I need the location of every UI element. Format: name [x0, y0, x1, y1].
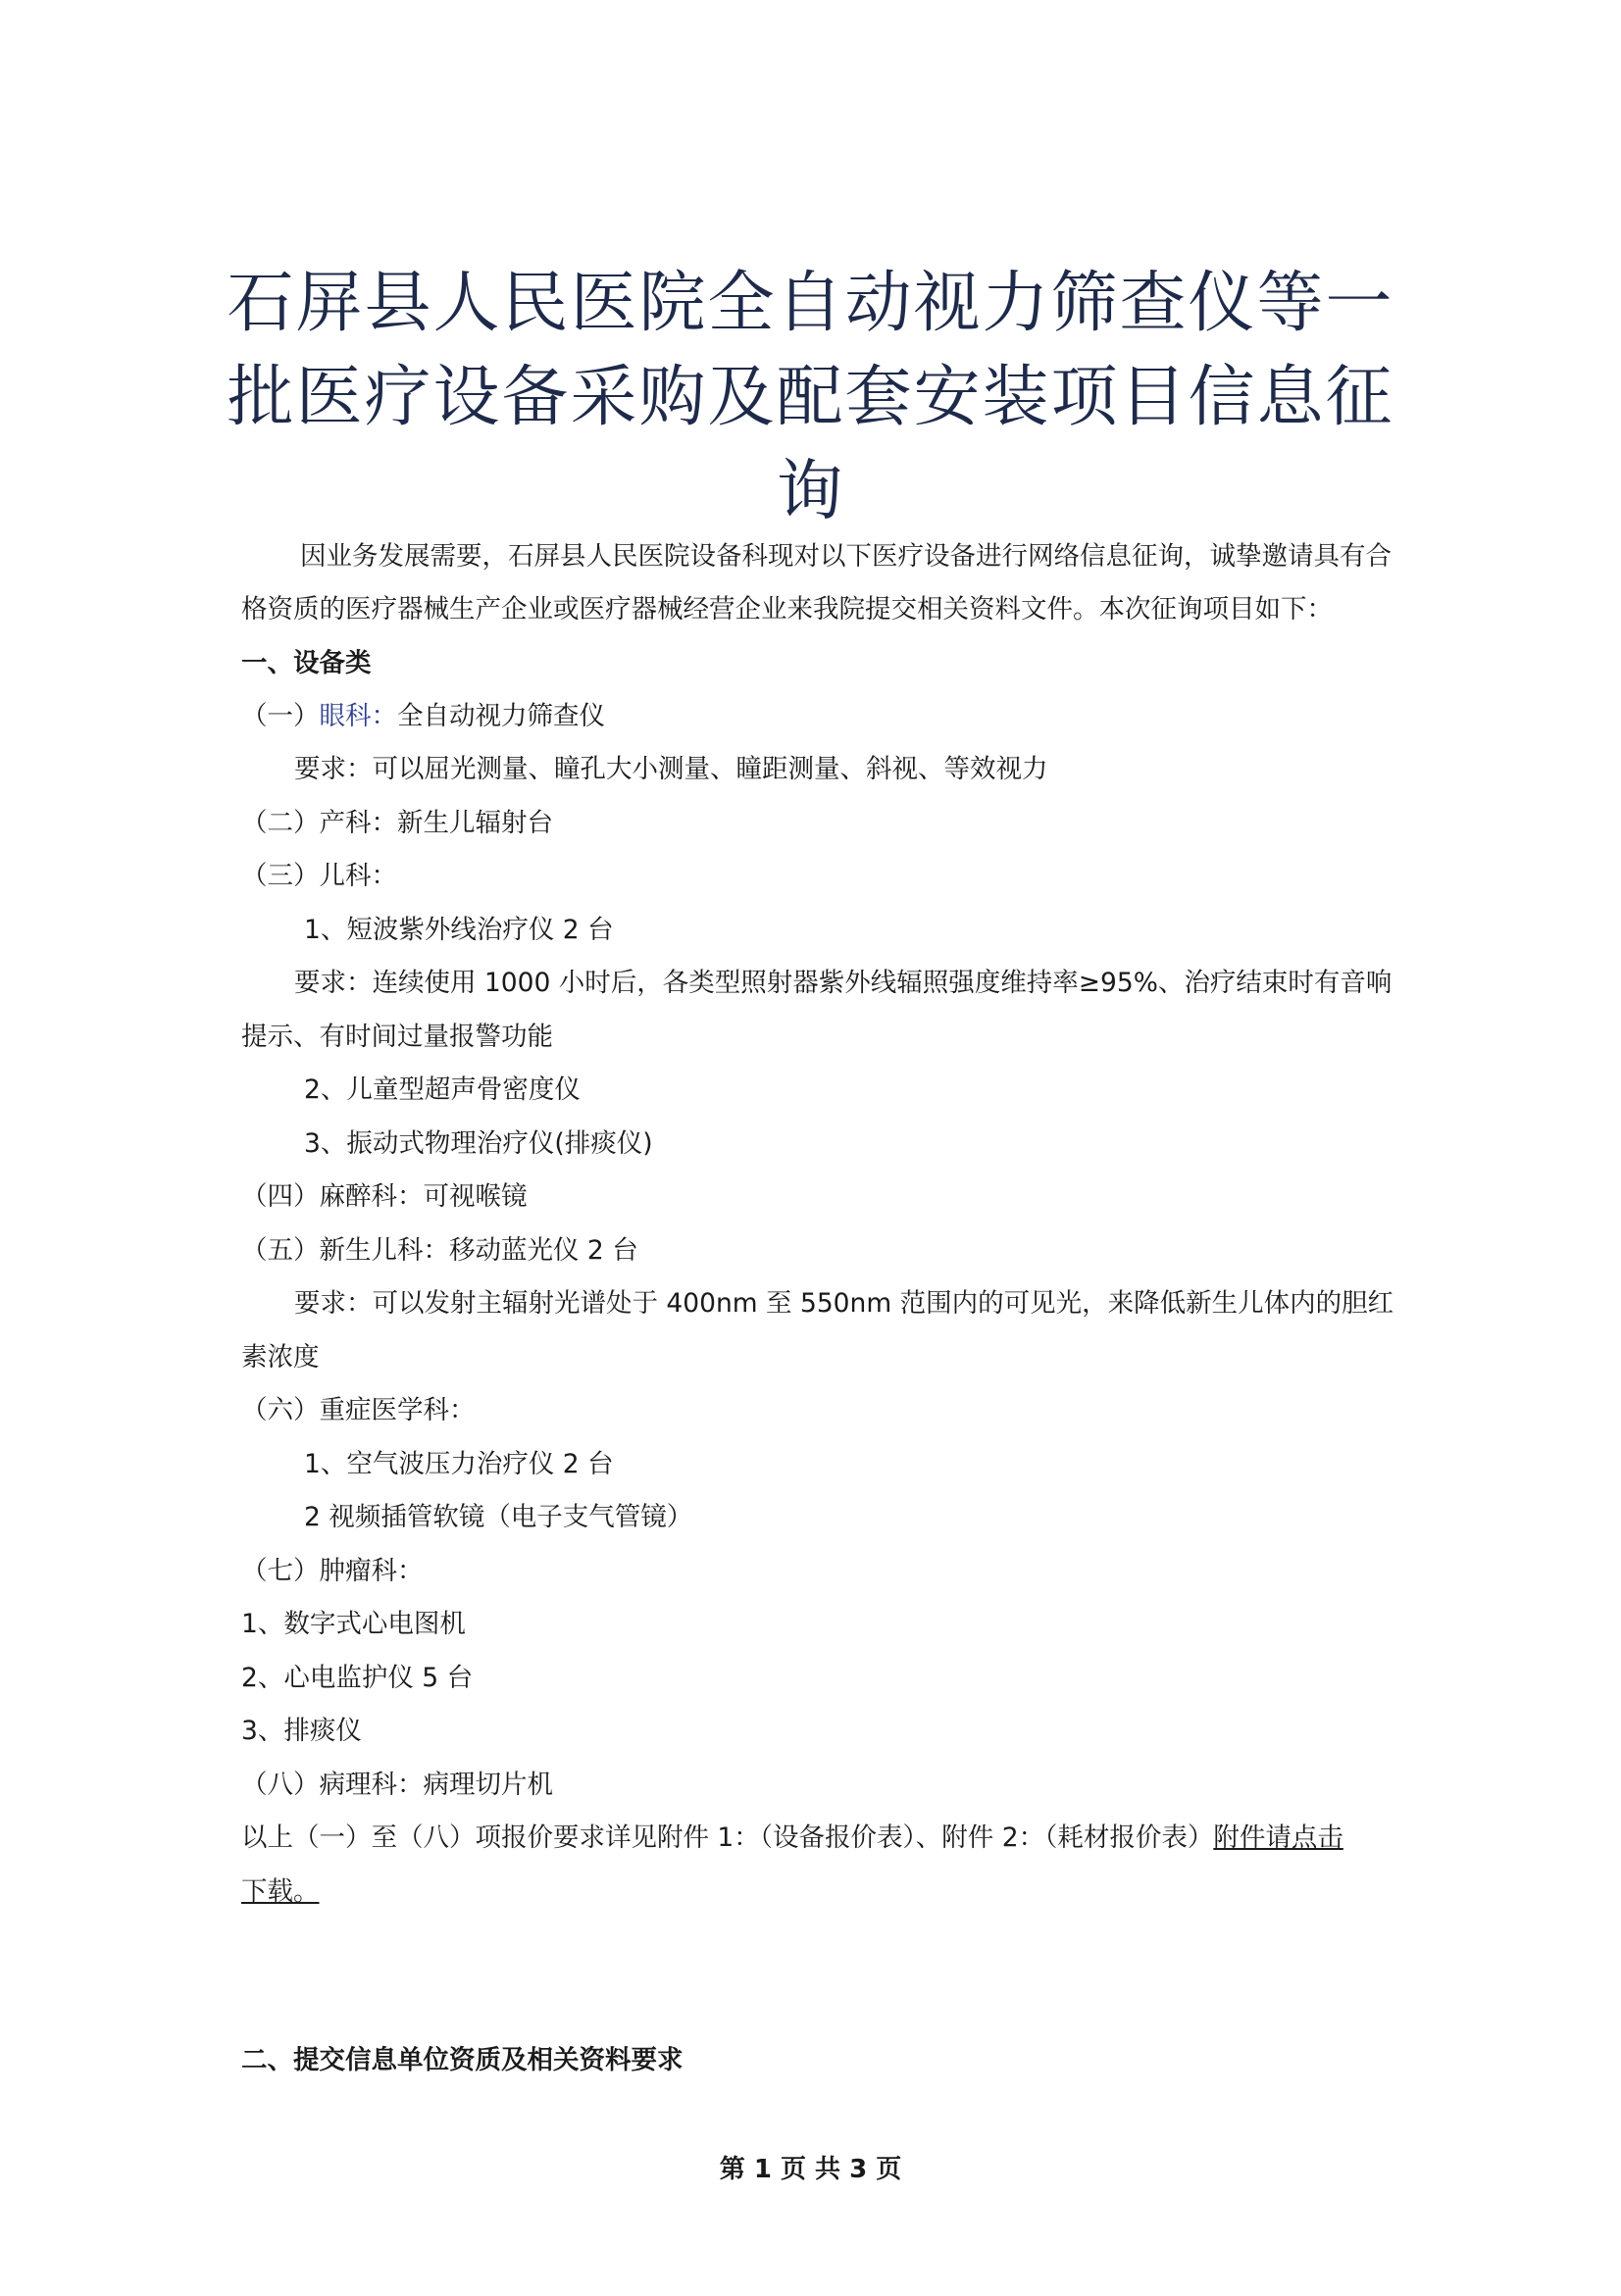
item-neonatology: （五）新生儿科：移动蓝光仪 2 台	[241, 1235, 638, 1266]
summary-text: 以上（一）至（八）项报价要求详见附件 1：（设备报价表）、附件 2：（耗材报价表）	[241, 1822, 1214, 1853]
summary-line	[241, 1819, 1343, 1858]
intro-line-1: 因业务发展需要，石屏县人民医院设备科现对以下医疗设备进行网络信息征询，诚挚邀请具有合	[300, 541, 1392, 572]
item-neonatology-requirement-b: 素浓度	[241, 1342, 320, 1373]
item-pediatrics: （三）儿科：	[241, 861, 397, 891]
item-ophthalmology-requirement: 要求：可以屈光测量、瞳孔大小测量、瞳距测量、斜视、等效视力	[294, 754, 1048, 784]
item-pediatrics-1: 1、短波紫外线治疗仪 2 台	[304, 915, 614, 945]
summary-line-2	[241, 1872, 320, 1912]
item-obstetrics: （二）产科：新生儿辐射台	[241, 808, 553, 838]
title-line-1: 石屏县人民医院全自动视力筛查仪等一	[227, 265, 1394, 342]
item-ophthalmology-dept: 眼科：	[319, 701, 397, 731]
item-ophthalmology-device: 全自动视力筛查仪	[397, 701, 605, 731]
intro-line-2: 格资质的医疗器械生产企业或医疗器械经营企业来我院提交相关资料文件。本次征询项目如下：	[241, 594, 1333, 624]
item-oncology-2: 2、心电监护仪 5 台	[241, 1663, 474, 1693]
page-footer: 第 1 页 共 3 页	[719, 2155, 902, 2184]
attachment-download-link-cont[interactable]: 下载。	[241, 1876, 320, 1907]
item-pediatrics-1-requirement-b: 提示、有时间过量报警功能	[241, 1022, 553, 1052]
item-pediatrics-2: 2、儿童型超声骨密度仪	[304, 1074, 581, 1105]
item-oncology: （七）肿瘤科：	[241, 1556, 424, 1586]
item-oncology-3: 3、排痰仪	[241, 1716, 362, 1746]
item-icu-2: 2 视频插管软镜（电子支气管镜）	[304, 1502, 693, 1532]
attachment-download-link[interactable]: 附件请点击	[1213, 1822, 1343, 1853]
item-pediatrics-1-requirement-a: 要求：连续使用 1000 小时后，各类型照射器紫外线辐照强度维持率≥95%、治疗结束时有音响	[294, 968, 1393, 998]
item-icu-1: 1、空气波压力治疗仪 2 台	[304, 1449, 614, 1479]
title-line-3: 询	[776, 453, 845, 530]
item-anesthesiology: （四）麻醉科：可视喉镜	[241, 1181, 528, 1212]
section-2-heading: 二、提交信息单位资质及相关资料要求	[241, 2045, 684, 2075]
item-pathology: （八）病理科：病理切片机	[241, 1770, 553, 1800]
document-title	[196, 257, 1425, 539]
item-icu: （六）重症医学科：	[241, 1395, 476, 1425]
item-neonatology-requirement-a: 要求：可以发射主辐射光谱处于 400nm 至 550nm 范围内的可见光，来降低新生儿体内的胆红	[294, 1288, 1394, 1319]
item-ophthalmology	[241, 697, 605, 736]
item-ophthalmology-prefix: （一）	[241, 701, 320, 731]
item-oncology-1: 1、数字式心电图机	[241, 1609, 466, 1639]
title-line-2: 批医疗设备采购及配套安装项目信息征	[227, 359, 1394, 436]
item-pediatrics-3: 3、振动式物理治疗仪(排痰仪)	[304, 1128, 653, 1159]
section-1-heading: 一、设备类	[241, 648, 372, 678]
